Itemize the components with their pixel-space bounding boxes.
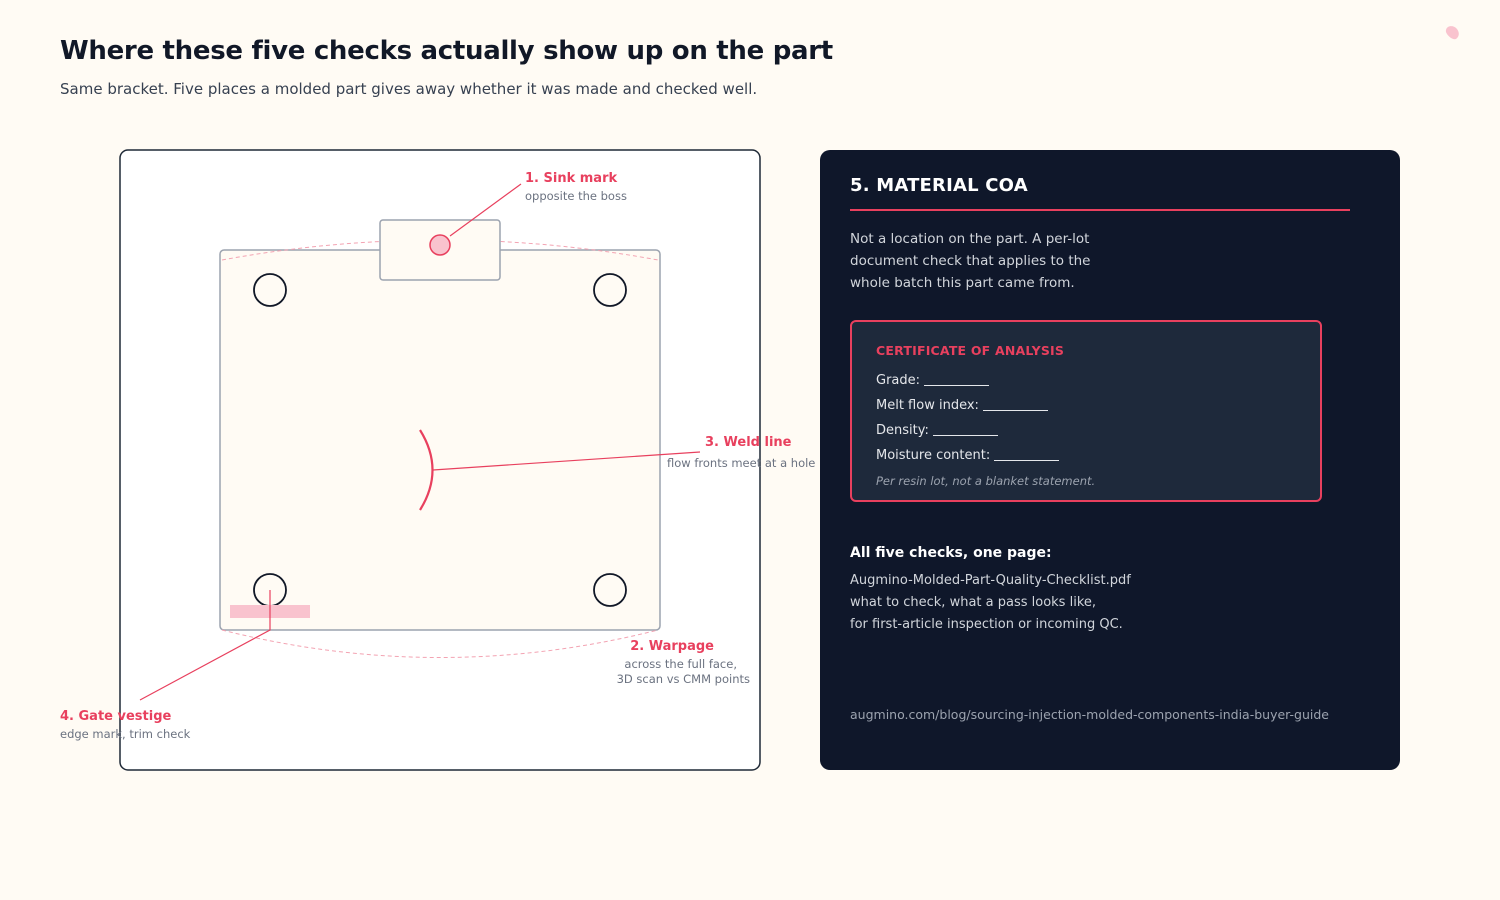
page-subtitle: Same bracket. Five places a molded part gives away whether it was made and checked well.	[60, 80, 758, 98]
coa-field-density	[876, 423, 998, 438]
coa-field-melt-flow	[876, 398, 1048, 413]
coa-field-label: Grade:	[876, 373, 921, 388]
coa-blank-line	[994, 460, 1059, 461]
coa-card	[850, 320, 1322, 502]
callout-warpage-sub: across the full face,	[624, 657, 737, 671]
download-description-line: for first-article inspection or incoming QC.	[850, 617, 1123, 632]
coa-field-moisture	[876, 448, 1059, 463]
source-url[interactable]: augmino.com/blog/sourcing-injection-molded-components-india-buyer-guide	[850, 707, 1329, 722]
coa-field-grade	[876, 373, 989, 388]
download-filename[interactable]: Augmino-Molded-Part-Quality-Checklist.pdf	[850, 573, 1131, 588]
coa-note: Per resin lot, not a blanket statement.	[876, 474, 1096, 488]
download-heading: All five checks, one page:	[850, 545, 1052, 561]
coa-blank-line	[983, 410, 1048, 411]
page-title: Where these five checks actually show up on the part	[60, 36, 833, 66]
coa-blank-line	[924, 385, 989, 386]
callout-sink-mark-sub: opposite the boss	[525, 189, 627, 203]
callout-gate-vestige-title: 4. Gate vestige	[60, 709, 172, 724]
sink-mark	[430, 235, 450, 255]
coa-field-label: Moisture content:	[876, 448, 991, 463]
material-coa-panel	[820, 150, 1400, 770]
callout-weld-line-title: 3. Weld line	[705, 435, 792, 450]
callout-weld-line-sub: flow fronts meet at a hole	[667, 456, 816, 470]
callout-sink-mark-title: 1. Sink mark	[525, 171, 618, 186]
callout-gate-vestige-sub: edge mark, trim check	[60, 727, 191, 741]
panel-divider	[850, 209, 1350, 211]
callout-warpage-title: 2. Warpage	[630, 639, 714, 654]
coa-blank-line	[933, 435, 998, 436]
coa-field-label: Melt flow index:	[876, 398, 979, 413]
bracket-plate	[220, 250, 660, 630]
coa-title: CERTIFICATE OF ANALYSIS	[876, 343, 1065, 358]
callout-warpage-sub: 3D scan vs CMM points	[616, 672, 750, 686]
panel-description: Not a location on the part. A per-lot document check that applies to the whole batch this part came from.	[850, 231, 1091, 291]
download-description-line: what to check, what a pass looks like,	[850, 595, 1097, 610]
panel-heading: 5. MATERIAL COA	[850, 175, 1028, 196]
coa-field-label: Density:	[876, 423, 929, 438]
